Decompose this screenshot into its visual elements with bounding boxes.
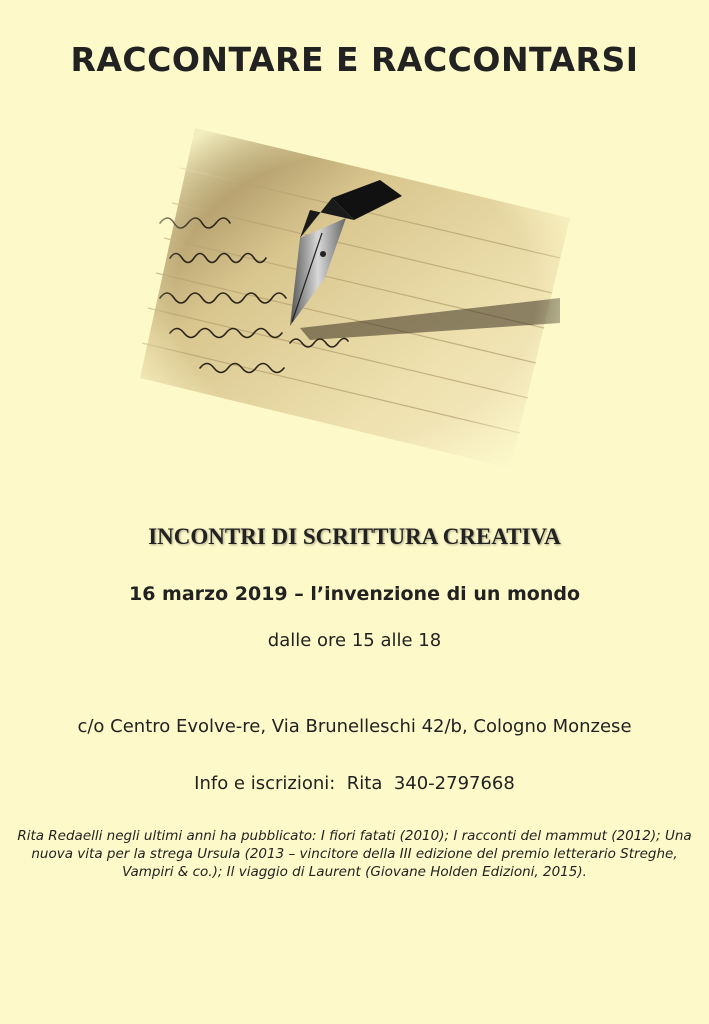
author-bio: Rita Redaelli negli ultimi anni ha pubblicato: I fiori fatati (2010); I racconti del mammut (2012); Una nuova vita per la strega Ursula (2013 – vincitore della III edizione del premio letterario Streghe, Vampiri & co.); Il viaggio di Laurent (Giovane Holden Edizioni, 2015).: [17, 828, 692, 880]
contact-info: Info e iscrizioni: Rita 340-2797668: [194, 773, 515, 794]
event-subtitle: INCONTRI DI SCRITTURA CREATIVA: [148, 524, 561, 549]
page-title: RACCONTARE E RACCONTARSI: [70, 40, 639, 79]
event-address: c/o Centro Evolve-re, Via Brunelleschi 42/b, Cologno Monzese: [77, 716, 632, 737]
event-date: 16 marzo 2019 – l’invenzione di un mondo: [128, 583, 581, 605]
event-hours: dalle ore 15 alle 18: [267, 630, 442, 651]
fountain-pen-writing-photo: [140, 128, 570, 468]
